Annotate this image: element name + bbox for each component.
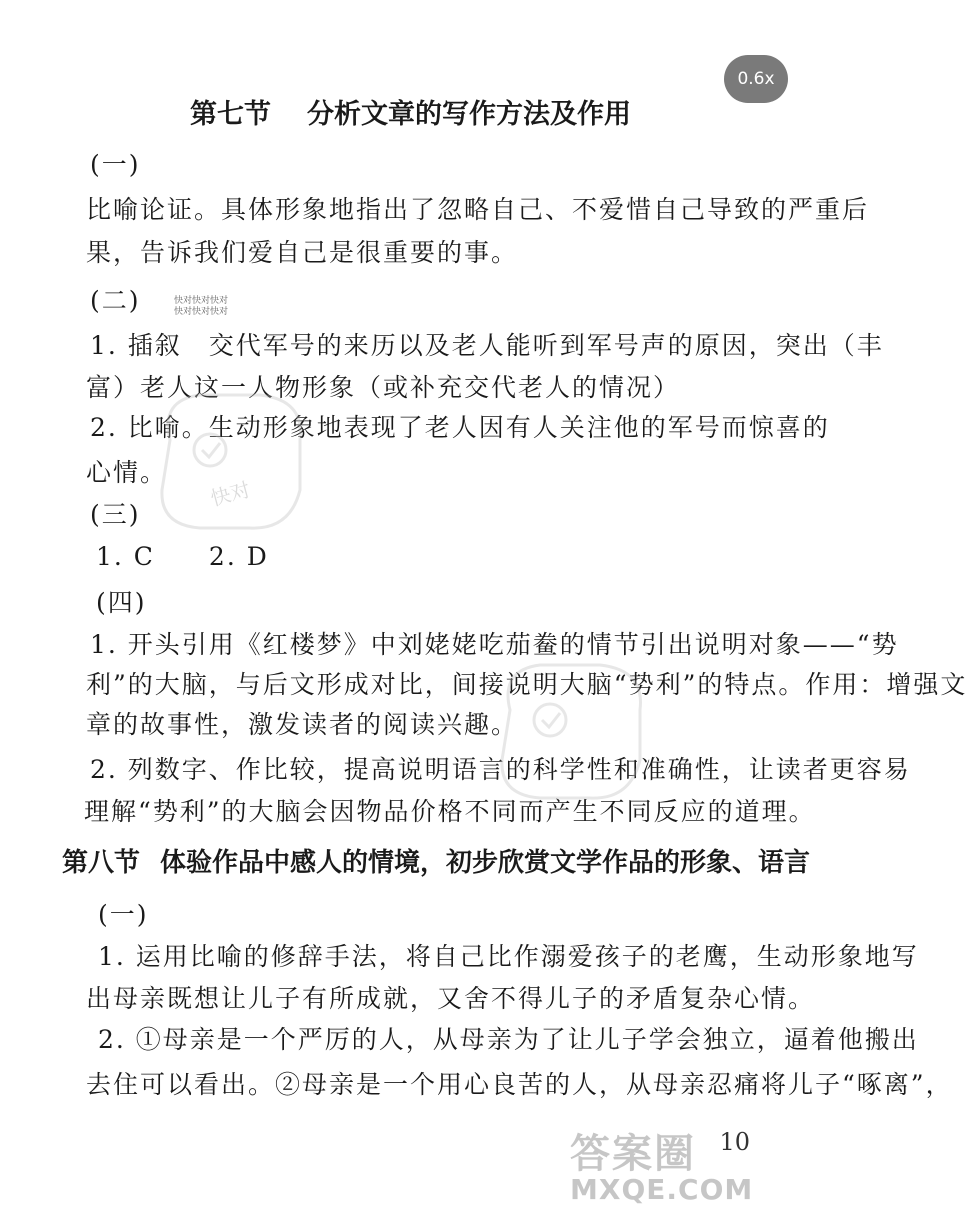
section-title: 分析文章的写作方法及作用 <box>307 99 631 130</box>
text-line: 1. 插叙 交代军号的来历以及老人能听到军号声的原因，突出（丰 <box>90 331 884 360</box>
text-line: 出母亲既想让儿子有所成就，又舍不得儿子的矛盾复杂心情。 <box>86 984 816 1013</box>
text-line: 2. 比喻。生动形象地表现了老人因有人关注他的军号而惊喜的 <box>90 413 830 442</box>
watermark-line: 快对快对快对 <box>174 296 229 306</box>
text-line: 1. C 2. D <box>96 542 269 571</box>
text-line: (一) <box>98 900 149 929</box>
text-line: 1. 开头引用《红楼梦》中刘姥姥吃茄鲞的情节引出说明对象——“势 <box>90 630 899 659</box>
watermark-badge-icon <box>480 650 660 810</box>
site-url: MXQE.COM <box>570 1173 754 1206</box>
text-line: (二) <box>90 286 141 315</box>
text-line: 利”的大脑，与后文形成对比，间接说明大脑“势利”的特点。作用：增强文 <box>86 670 967 699</box>
page-number: 10 <box>719 1128 750 1156</box>
text-line: 比喻论证。具体形象地指出了忽略自己、不爱惜自己导致的严重后 <box>86 195 870 224</box>
text-line: 2. 列数字、作比较，提高说明语言的科学性和准确性，让读者更容易 <box>90 755 911 784</box>
watermark-line: 快对快对快对 <box>174 307 229 317</box>
text-line: 去住可以看出。②母亲是一个用心良苦的人，从母亲忍痛将儿子“啄离”， <box>86 1070 953 1099</box>
section-heading-7 <box>190 92 631 131</box>
site-watermark <box>570 1122 753 1206</box>
section-number: 第八节 <box>62 848 141 878</box>
section-heading-8 <box>62 842 810 879</box>
watermark-badge-icon <box>140 380 320 540</box>
watermark-text <box>174 296 228 318</box>
text-line: 富）老人这一人物形象（或补充交代老人的情况） <box>86 373 681 402</box>
text-line: 心情。 <box>86 458 168 487</box>
watermark-label: 快对 <box>207 477 253 511</box>
text-line: 理解“势利”的大脑会因物品价格不同而产生不同反应的道理。 <box>84 797 816 826</box>
text-line: 2. ①母亲是一个严厉的人，从母亲为了让儿子学会独立，逼着他搬出 <box>98 1025 919 1054</box>
zoom-badge[interactable]: 0.6x <box>724 55 788 103</box>
text-line: 果，告诉我们爱自己是很重要的事。 <box>86 238 519 267</box>
section-title: 体验作品中感人的情境，初步欣赏文学作品的形象、语言 <box>160 848 811 878</box>
section-number: 第七节 <box>190 99 271 130</box>
text-line: 1. 运用比喻的修辞手法，将自己比作溺爱孩子的老鹰，生动形象地写 <box>98 942 919 971</box>
text-line: 章的故事性，激发读者的阅读兴趣。 <box>86 710 519 739</box>
text-line: (三) <box>90 500 141 529</box>
text-line: (一) <box>90 150 141 179</box>
text-line: (四) <box>96 588 147 617</box>
site-logo: 答案圈 <box>570 1131 696 1177</box>
